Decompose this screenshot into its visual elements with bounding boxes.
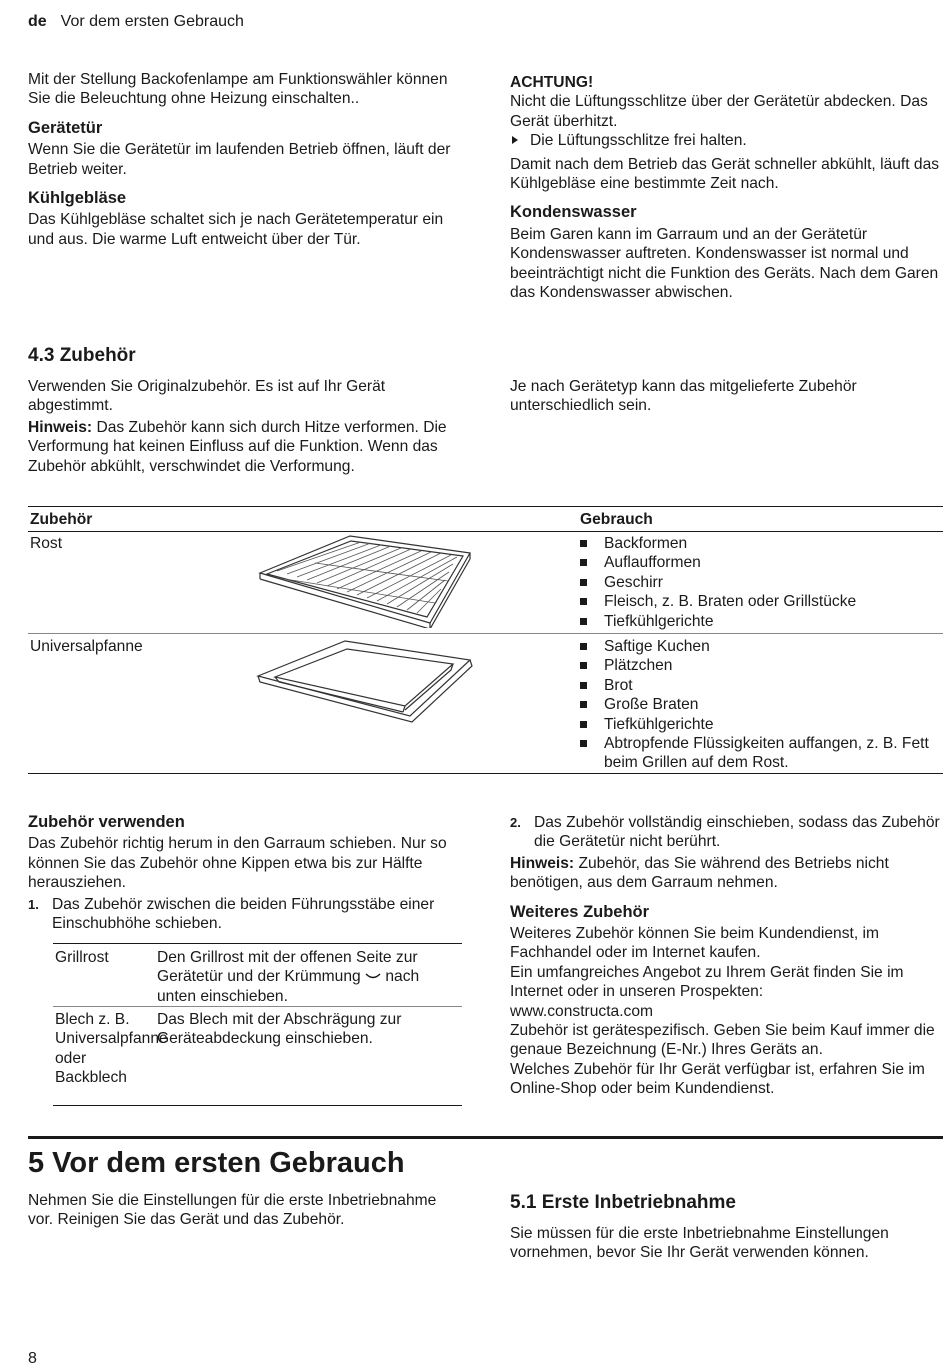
- list-item: [580, 534, 940, 553]
- insert-text-b: nach unten einschieben.: [157, 968, 420, 1005]
- right-top-column: [510, 73, 940, 302]
- table-header-use: Gebrauch: [580, 511, 653, 528]
- step-text: Das Zubehör vollständig einschieben, sodass das Zubehör die Gerätetür nicht berührt.: [534, 814, 940, 851]
- table-bottom-rule: [28, 773, 943, 774]
- warning-paragraph: Nicht die Lüftungsschlitze über der Gerätetür abdecken. Das Gerät überhitzt.: [510, 93, 928, 130]
- bullet-icon: [580, 559, 587, 566]
- left-top-column: [28, 70, 468, 249]
- list-item: [580, 553, 940, 572]
- bullet-icon: [580, 643, 587, 650]
- list-item: [580, 734, 940, 773]
- note-text: Das Zubehör kann sich durch Hitze verformen. Die Verformung hat keinen Einfluss auf die Funktion. Wenn das Zubehör abkühlt, verschwindet die Verformung.: [28, 418, 447, 475]
- warning-action-text: Die Lüftungsschlitze frei halten.: [530, 132, 747, 150]
- bullet-icon: [580, 598, 587, 605]
- use-text: Tiefkühlgerichte: [604, 612, 714, 630]
- step-number: 1.: [28, 896, 39, 912]
- use-text: Geschirr: [604, 573, 663, 591]
- use-accessories-heading: Zubehör verwenden: [28, 813, 185, 831]
- table-row-pan-name: Universalpfanne: [30, 638, 143, 655]
- table-top-rule: [28, 506, 943, 507]
- condensation-heading: Kondenswasser: [510, 203, 637, 222]
- condensation-paragraph: Beim Garen kann im Garraum und an der Gerätetür Kondenswasser auftreten. Kondenswasser ist normal und beeinträchtigt nicht die Funktion des Geräts. Nach dem Garen das Kondenswasser abwischen.: [510, 225, 939, 302]
- list-item: [580, 612, 940, 631]
- use-text: Brot: [604, 676, 633, 694]
- bullet-icon: [580, 540, 587, 547]
- use-text: Tiefkühlgerichte: [604, 715, 714, 733]
- after-paragraph: Damit nach dem Betrieb das Gerät schneller abkühlt, läuft das Kühlgebläse eine bestimmte Zeit nach.: [510, 155, 940, 193]
- bullet-icon: [580, 662, 587, 669]
- insert-table-top-rule: [53, 943, 462, 944]
- chapter-rule: [28, 1136, 943, 1139]
- chapter-5-left: [28, 1191, 458, 1230]
- door-paragraph: Wenn Sie die Gerätetür im laufenden Betrieb öffnen, läuft der Betrieb weiter.: [28, 141, 451, 178]
- use-text: Saftige Kuchen: [604, 638, 710, 655]
- curve-icon: [365, 972, 381, 982]
- original-accessories-paragraph: Verwenden Sie Originalzubehör. Es ist auf Ihr Gerät abgestimmt.: [28, 378, 386, 415]
- language-code: de: [28, 13, 47, 30]
- device-type-paragraph: Je nach Gerätetyp kann das mitgelieferte Zubehör unterschiedlich sein.: [510, 378, 857, 415]
- note-label: Hinweis:: [510, 854, 575, 872]
- table-row-rule: [28, 633, 943, 634]
- website-link[interactable]: www.constructa.com: [510, 1002, 653, 1020]
- use-accessories-left: [28, 813, 468, 933]
- table-row-pan-uses: [580, 637, 940, 773]
- insert-text-a: Den Grillrost mit der offenen Seite zur Gerätetür und der Krümmung: [157, 949, 418, 986]
- door-heading: Gerätetür: [28, 118, 103, 137]
- note-label: Hinweis:: [28, 418, 93, 436]
- note-text: Zubehör, das Sie während des Betriebs nicht benötigen, aus dem Garraum nehmen.: [510, 854, 889, 892]
- use-accessories-right: [510, 813, 940, 1099]
- step-text: Das Zubehör zwischen die beiden Führungsstäbe einer Einschubhöhe schieben.: [52, 895, 435, 933]
- bullet-icon: [580, 721, 587, 728]
- deformation-note: [28, 418, 468, 476]
- arrow-icon: [512, 136, 518, 144]
- remove-note: [510, 854, 940, 893]
- table-row-rost-name: Rost: [30, 535, 63, 552]
- warning-action: [510, 131, 940, 150]
- more-accessories-p4: Welches Zubehör für Ihr Gerät verfügbar ist, erfahren Sie im Online-Shop oder beim Kundendienst.: [510, 1060, 925, 1098]
- more-accessories-heading: Weiteres Zubehör: [510, 902, 650, 921]
- list-item: [580, 592, 940, 611]
- bullet-icon: [580, 618, 587, 625]
- warning-heading: ACHTUNG!: [510, 74, 594, 91]
- list-item: [580, 637, 940, 656]
- list-item: [580, 676, 940, 695]
- bullet-icon: [580, 740, 587, 747]
- use-text: Backformen: [604, 535, 688, 552]
- use-text: Fleisch, z. B. Braten oder Grillstücke: [604, 593, 857, 611]
- more-accessories-p3: Zubehör ist gerätespezifisch. Geben Sie beim Kauf immer die genaue Bezeichnung (E-Nr.) Ihres Geräts an.: [510, 1022, 935, 1059]
- step-number: 2.: [510, 815, 521, 830]
- bullet-icon: [580, 701, 587, 708]
- chapter-5-paragraph: Nehmen Sie die Einstellungen für die erste Inbetriebnahme vor. Reinigen Sie das Gerät und das Zubehör.: [28, 1192, 437, 1229]
- bullet-icon: [580, 682, 587, 689]
- more-accessories-p2: Ein umfangreiches Angebot zu Ihrem Gerät finden Sie im Internet oder in unseren Prospekten:: [510, 963, 904, 1001]
- insert-table-bottom-rule: [53, 1105, 462, 1106]
- use-text: Abtropfende Flüssigkeiten auffangen, z. B. Fett beim Grillen auf dem Rost.: [604, 735, 929, 772]
- table-header-accessory: Zubehör: [30, 511, 93, 528]
- fan-heading: Kühlgebläse: [28, 189, 127, 208]
- section-4-3-right: [510, 377, 940, 416]
- section-5-1-body: [510, 1224, 940, 1263]
- insert-row-tray-name: Blech z. B. Universalpfanne oder Backblech: [55, 1011, 168, 1087]
- list-item: [580, 715, 940, 734]
- step-2: [510, 813, 940, 852]
- list-item: [580, 573, 940, 592]
- more-accessories-p1: Weiteres Zubehör können Sie beim Kundendienst, im Fachhandel oder im Internet kaufen.: [510, 925, 879, 962]
- step-1: [28, 895, 468, 934]
- fan-paragraph: Das Kühlgebläse schaltet sich je nach Gerätetemperatur ein und aus. Die warme Luft entweicht über der Tür.: [28, 211, 444, 248]
- section-4-3-title: 4.3 Zubehör: [28, 345, 136, 366]
- chapter-5-title: 5 Vor dem ersten Gebrauch: [28, 1147, 405, 1179]
- section-4-3-left: [28, 377, 468, 476]
- insert-row-tray-text: Das Blech mit der Abschrägung zur Geräteabdeckung einschieben.: [157, 1011, 402, 1048]
- use-accessories-paragraph: Das Zubehör richtig herum in den Garraum schieben. Nur so können Sie das Zubehör ohne Kippen etwa bis zur Hälfte herausziehen.: [28, 835, 447, 892]
- insert-table-row-rule: [53, 1006, 462, 1007]
- wire-rack-illustration: [255, 533, 475, 628]
- use-text: Große Braten: [604, 696, 699, 714]
- universal-pan-illustration: [255, 638, 475, 723]
- table-header-rule: [28, 531, 943, 532]
- list-item: [580, 656, 940, 675]
- section-5-1-title: 5.1 Erste Inbetriebnahme: [510, 1192, 736, 1213]
- lamp-paragraph: Mit der Stellung Backofenlampe am Funktionswähler können Sie die Beleuchtung ohne Heizung einschalten..: [28, 71, 448, 108]
- table-row-rost-uses: [580, 534, 940, 631]
- section-5-1-paragraph: Sie müssen für die erste Inbetriebnahme Einstellungen vornehmen, bevor Sie Ihr Gerät verwenden können.: [510, 1225, 889, 1262]
- insert-row-grill-name: Grillrost: [55, 949, 109, 966]
- page-header: [28, 12, 244, 31]
- list-item: [580, 695, 940, 714]
- use-text: Plätzchen: [604, 657, 673, 675]
- page-number: 8: [28, 1350, 37, 1367]
- use-text: Auflaufformen: [604, 554, 701, 572]
- insert-row-grill-text: [157, 948, 462, 1006]
- header-title: Vor dem ersten Gebrauch: [60, 13, 244, 30]
- bullet-icon: [580, 579, 587, 586]
